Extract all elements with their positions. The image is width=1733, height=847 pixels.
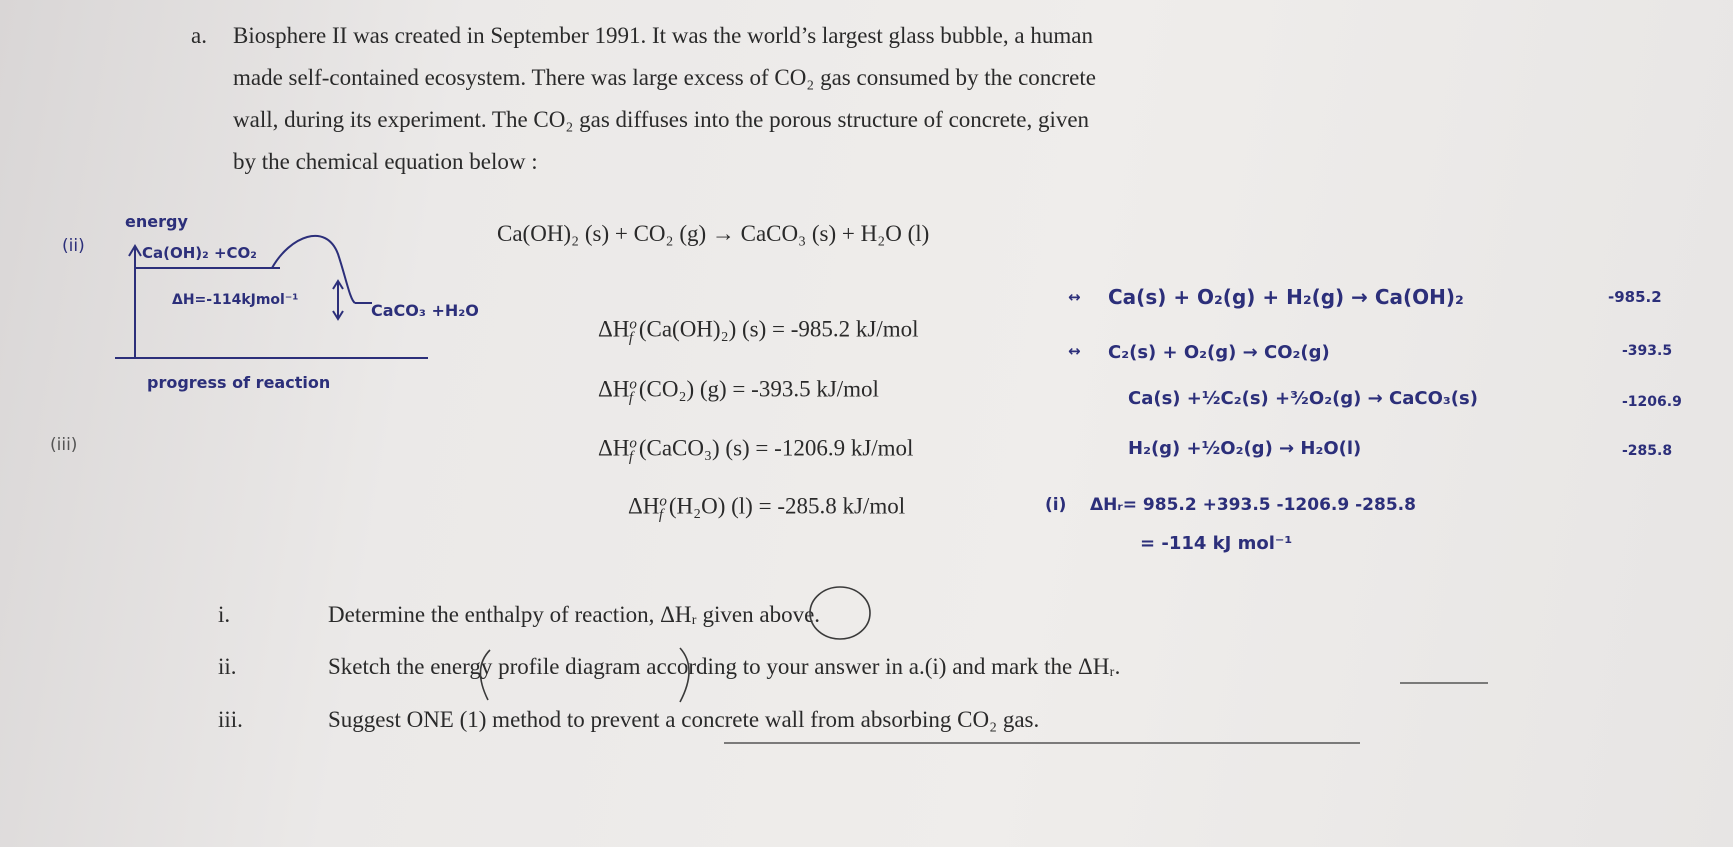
formation-value-2: -393.5 bbox=[1622, 343, 1673, 359]
part-i-number: i. bbox=[218, 602, 231, 627]
formation-eq-4: H₂(g) +½O₂(g) → H₂O(l) bbox=[1128, 438, 1362, 459]
intro-line-3: wall, during its experiment. The CO₂ gas diffuses into the porous structure of concrete, given bbox=[233, 107, 1090, 132]
formation-value-1: -985.2 bbox=[1608, 288, 1662, 306]
progress-axis-label: progress of reaction bbox=[147, 373, 331, 392]
formation-value-4: -285.8 bbox=[1622, 443, 1673, 459]
formation-eq-1: Ca(s) + O₂(g) + H₂(g) → Ca(OH)₂ bbox=[1108, 285, 1464, 309]
arrow-mark-2: ↔ bbox=[1068, 342, 1081, 360]
enthalpy-row-2: $\Delta H^o_f$ (CO₂) (g) = -393.5 kJ/mol bbox=[598, 376, 879, 407]
delta-h-label: ΔH=-114kJmol⁻¹ bbox=[172, 292, 299, 308]
part-ii-number: ii. bbox=[218, 654, 237, 679]
formation-value-3: -1206.9 bbox=[1622, 394, 1682, 410]
reaction-equation: Ca(OH)₂ (s) + CO₂ (g) → CaCO₃ (s) + H₂O (l) bbox=[497, 221, 930, 246]
energy-axis-label: energy bbox=[125, 212, 188, 231]
calc-line-2: = -114 kJ mol⁻¹ bbox=[1140, 533, 1293, 554]
delta-h-arrowhead-top bbox=[333, 281, 343, 289]
part-i-text: Determine the enthalpy of reaction, ΔHᵣ given above. bbox=[328, 602, 821, 627]
delta-h-arrowhead-bottom bbox=[333, 311, 343, 319]
enthalpy-row-3: $\Delta H^o_f$ (CaCO₃) (s) = -1206.9 kJ/mol bbox=[598, 435, 914, 466]
part-iii-number: iii. bbox=[218, 707, 243, 732]
calc-line-1: ΔHᵣ= 985.2 +393.5 -1206.9 -285.8 bbox=[1090, 495, 1416, 515]
arrow-mark-1: ↔ bbox=[1068, 288, 1081, 306]
formation-eq-3: Ca(s) +½C₂(s) +³⁄₂O₂(g) → CaCO₃(s) bbox=[1128, 388, 1478, 409]
energy-axis-arrowhead bbox=[129, 246, 141, 256]
products-label: CaCO₃ +H₂O bbox=[371, 301, 479, 320]
enthalpy-row-4: $\Delta H^o_f$ (H₂O) (l) = -285.8 kJ/mol bbox=[628, 493, 906, 524]
part-ii-text: Sketch the energy profile diagram according to your answer in a.(i) and mark the ΔHᵣ. bbox=[328, 654, 1121, 679]
intro-line-2: made self-contained ecosystem. There was large excess of CO₂ gas consumed by the concrete bbox=[233, 65, 1096, 90]
formation-eq-2: C₂(s) + O₂(g) → CO₂(g) bbox=[1108, 342, 1330, 363]
intro-line-1: Biosphere II was created in September 1991. It was the world’s largest glass bubble, a human bbox=[233, 23, 1093, 48]
label-iii: (iii) bbox=[50, 435, 78, 455]
calc-label: (i) bbox=[1045, 495, 1067, 515]
reactants-label: Ca(OH)₂ +CO₂ bbox=[142, 244, 257, 262]
question-label-a: a. bbox=[191, 23, 207, 48]
label-ii: (ii) bbox=[62, 236, 85, 256]
intro-line-4: by the chemical equation below : bbox=[233, 149, 538, 174]
enthalpy-row-1: $\Delta H^o_f$ (Ca(OH)₂) (s) = -985.2 kJ/mol bbox=[598, 316, 919, 347]
part-iii-text: Suggest ONE (1) method to prevent a concrete wall from absorbing CO₂ gas. bbox=[328, 707, 1040, 732]
